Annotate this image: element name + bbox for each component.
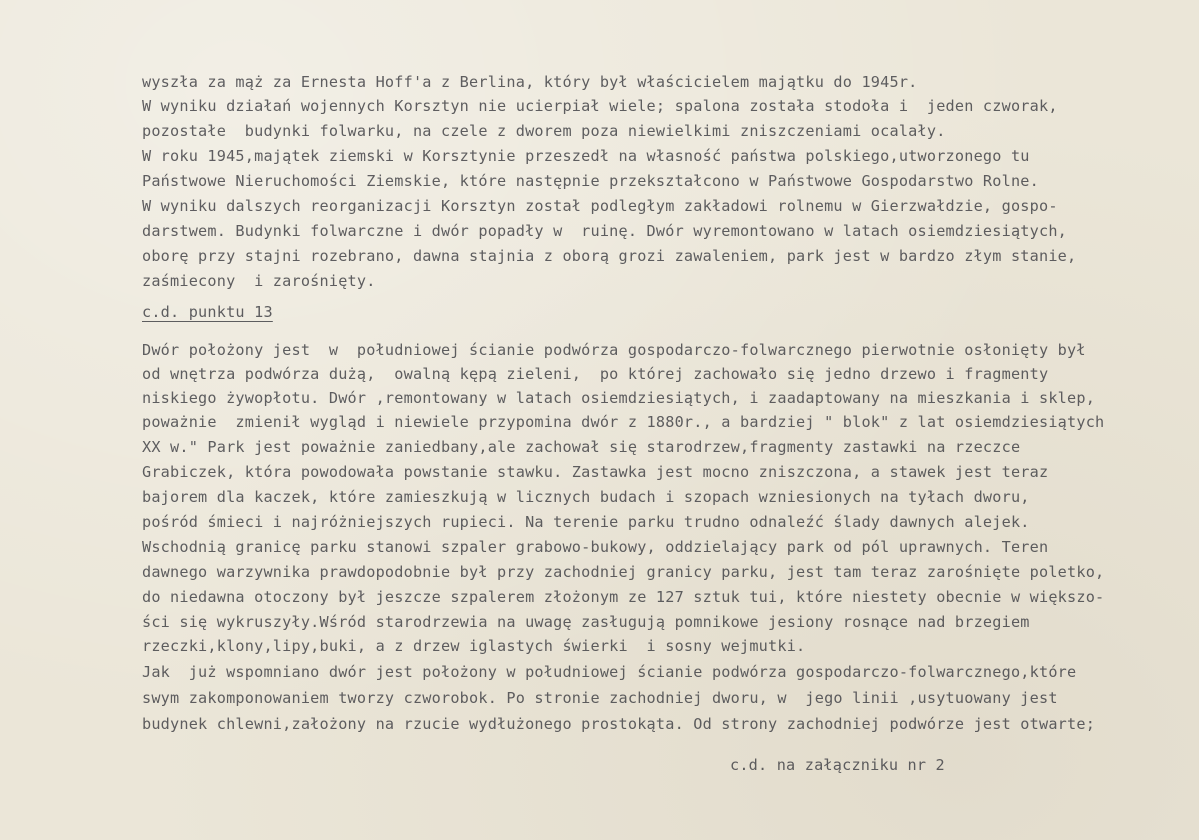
text-line: poważnie zmienił wygląd i niewiele przypomina dwór z 1880r., a bardziej " blok" z lat osiemdziesiątych	[142, 413, 1105, 431]
text-line: oborę przy stajni rozebrano, dawna stajnia z oborą grozi zawaleniem, park jest w bardzo złym stanie,	[142, 247, 1077, 265]
text-line: XX w." Park jest poważnie zaniedbany,ale zachował się starodrzew,fragmenty zastawki na rzeczce	[142, 438, 1021, 456]
text-line: od wnętrza podwórza dużą, owalną kępą zieleni, po której zachowało się jedno drzewo i fragmenty	[142, 365, 1049, 383]
section-heading: c.d. punktu 13	[142, 303, 273, 321]
text-line: Dwór położony jest w południowej ścianie podwórza gospodarczo-folwarcznego pierwotnie osłonięty był	[142, 341, 1086, 359]
text-line: W wyniku działań wojennych Korsztyn nie ucierpiał wiele; spalona została stodoła i jeden czworak,	[142, 97, 1058, 115]
text-line: W wyniku dalszych reorganizacji Korsztyn został podległym zakładowi rolnemu w Gierzwałdzie, gospo-	[142, 197, 1058, 215]
text-line: Wschodnią granicę parku stanowi szpaler grabowo-bukowy, oddzielający park od pól uprawnych. Teren	[142, 538, 1049, 556]
text-line: darstwem. Budynki folwarczne i dwór popadły w ruinę. Dwór wyremontowano w latach osiemdziesiątych,	[142, 222, 1068, 240]
text-line: rzeczki,klony,lipy,buki, a z drzew iglastych świerki i sosny wejmutki.	[142, 637, 806, 655]
text-line: zaśmiecony i zarośnięty.	[142, 272, 376, 290]
text-line: pośród śmieci i najróżniejszych rupieci. Na terenie parku trudno odnaleźć ślady dawnych alejek.	[142, 513, 1030, 531]
text-line: budynek chlewni,założony na rzucie wydłużonego prostokąta. Od strony zachodniej podwórze jest otwarte;	[142, 715, 1096, 733]
text-line: Państwowe Nieruchomości Ziemskie, które następnie przekształcono w Państwowe Gospodarstwo Rolne.	[142, 172, 1039, 190]
text-line: dawnego warzywnika prawdopodobnie był przy zachodniej granicy parku, jest tam teraz zarośnięte poletko,	[142, 563, 1105, 581]
text-line: swym zakomponowaniem tworzy czworobok. Po stronie zachodniej dworu, w jego linii ,usytuowany jest	[142, 689, 1058, 707]
text-line: wyszła za mąż za Ernesta Hoff'a z Berlina, który był właścicielem majątku do 1945r.	[142, 73, 918, 91]
text-line: Grabiczek, która powodowała powstanie stawku. Zastawka jest mocno zniszczona, a stawek jest teraz	[142, 463, 1049, 481]
text-line: do niedawna otoczony był jeszcze szpalerem złożonym ze 127 sztuk tui, które niestety obecnie w większo-	[142, 588, 1105, 606]
text-line: pozostałe budynki folwarku, na czele z dworem poza niewielkimi zniszczeniami ocalały.	[142, 122, 946, 140]
text-line: bajorem dla kaczek, które zamieszkują w licznych budach i szopach wzniesionych na tyłach dworu,	[142, 488, 1030, 506]
continuation-note: c.d. na załączniku nr 2	[730, 756, 945, 774]
text-line: Jak już wspomniano dwór jest położony w południowej ścianie podwórza gospodarczo-folwarcznego,które	[142, 663, 1077, 681]
text-line: W roku 1945,majątek ziemski w Korsztynie przeszedł na własność państwa polskiego,utworzonego tu	[142, 147, 1030, 165]
text-line: ści się wykruszyły.Wśród starodrzewia na uwagę zasługują pomnikowe jesiony rosnące nad brzegiem	[142, 613, 1030, 631]
text-line: niskiego żywopłotu. Dwór ,remontowany w latach osiemdziesiątych, i zaadaptowany na mieszkania i sklep,	[142, 389, 1096, 407]
